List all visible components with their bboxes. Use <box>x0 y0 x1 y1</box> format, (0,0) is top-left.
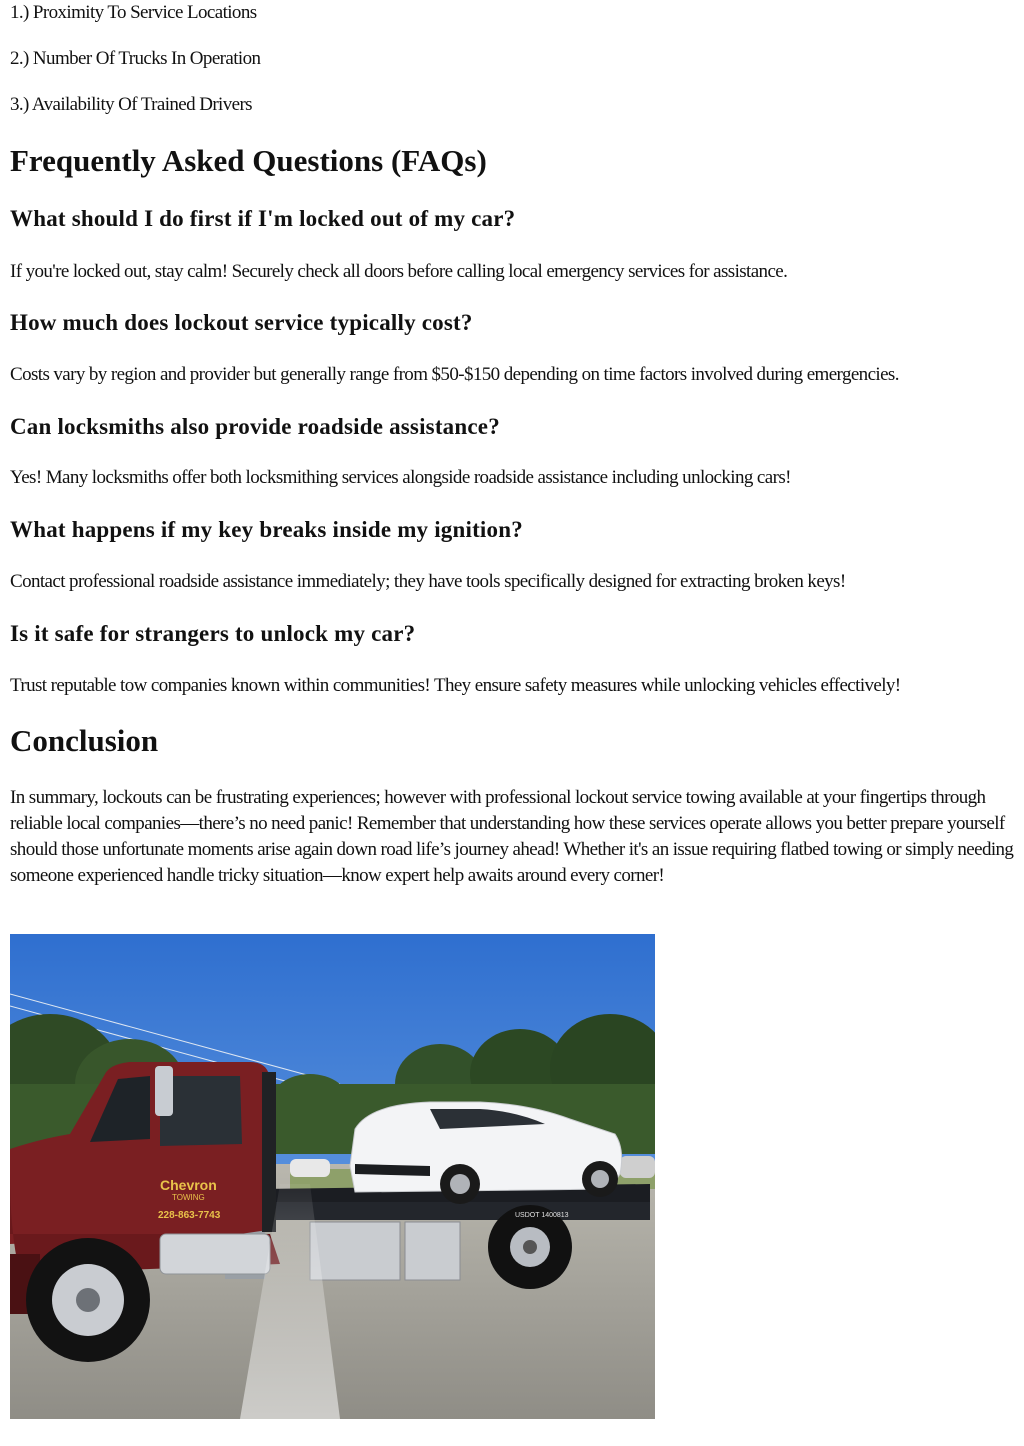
conclusion-paragraph: In summary, lockouts can be frustrating experiences; however with professional lockout service towing available at your fingertips through reliable local companies—there’s no need panic! Remember that understanding how these services operate allows you better prepare yourself should those unfortunate moments arise again down road life’s journey ahead! Whether it's an issue requiring flatbed towing or simply needing someone experienced handle tricky situation—know expert help awaits around every corner! <box>10 787 1014 886</box>
list-item-proximity: 1.) Proximity To Service Locations <box>10 2 257 23</box>
faq-heading: Frequently Asked Questions (FAQs) <box>10 143 487 178</box>
truck-phone-label: 228-863-7743 <box>158 1210 221 1221</box>
tow-truck-illustration <box>10 934 655 1419</box>
list-item-drivers: 3.) Availability Of Trained Drivers <box>10 94 252 115</box>
truck-sub-label: TOWING <box>172 1193 205 1202</box>
truck-brand-label: Chevron <box>160 1177 217 1193</box>
conclusion-heading: Conclusion <box>10 723 159 758</box>
faq-answer-4: Contact professional roadside assistance immediately; they have tools specifically designed for extracting broken keys! <box>10 571 846 592</box>
list-item-trucks: 2.) Number Of Trucks In Operation <box>10 48 261 69</box>
tow-truck-photo <box>10 934 655 1419</box>
faq-question-2: How much does lockout service typically cost? <box>10 310 473 335</box>
faq-question-5: Is it safe for strangers to unlock my car? <box>10 621 416 646</box>
usdot-label: USDOT 1400813 <box>515 1212 569 1219</box>
faq-answer-2: Costs vary by region and provider but generally range from $50-$150 depending on time factors involved during emergencies. <box>10 364 899 385</box>
faq-answer-5: Trust reputable tow companies known within communities! They ensure safety measures while unlocking vehicles effectively! <box>10 675 901 696</box>
faq-question-1: What should I do first if I'm locked out of my car? <box>10 206 516 231</box>
faq-question-4: What happens if my key breaks inside my ignition? <box>10 517 523 542</box>
faq-question-3: Can locksmiths also provide roadside assistance? <box>10 414 500 439</box>
faq-answer-1: If you're locked out, stay calm! Securely check all doors before calling local emergency services for assistance. <box>10 261 788 282</box>
faq-answer-3: Yes! Many locksmiths offer both locksmithing services alongside roadside assistance including unlocking cars! <box>10 467 791 488</box>
